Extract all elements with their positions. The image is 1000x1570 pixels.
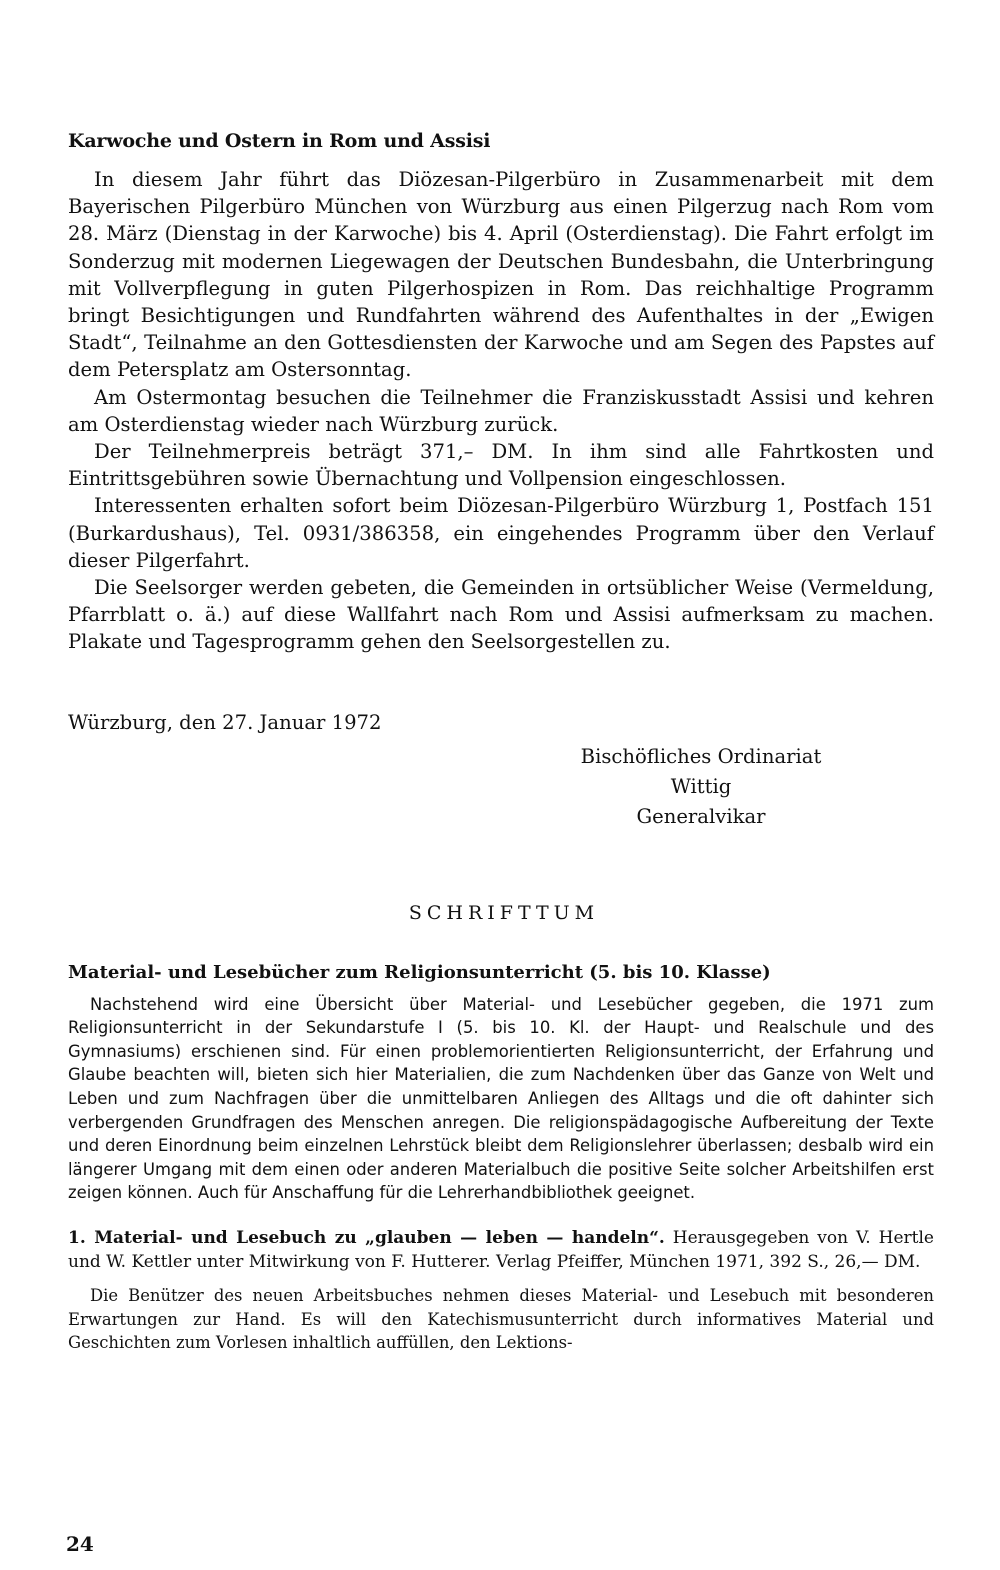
article-title: Karwoche und Ostern in Rom und Assisi (68, 130, 491, 152)
review-heading: Material- und Lesebücher zum Religionsunterricht (5. bis 10. Klasse) (68, 961, 771, 983)
signature-block (68, 742, 866, 832)
signature-line-1: Bischöfliches Ordinariat (580, 744, 822, 768)
article-paragraph-5: Die Seelsorger werden gebeten, die Gemeinden in ortsüblicher Weise (Vermeldung, Pfarrblatt o. ä.) auf diese Wallfahrt nach Rom und Assisi aufmerksam zu machen. Plakate und Tagesprogramm gehen den Seelsorgestellen zu. (68, 576, 934, 654)
article-paragraph-4: Interessenten erhalten sofort beim Diözesan-Pilgerbüro Würzburg 1, Postfach 151 (Burkardushaus), Tel. 0931/386358, ein eingehendes Programm über den Verlauf dieser Pilgerfahrt. (68, 494, 934, 572)
signature-line-3: Generalvikar (636, 804, 766, 828)
section-heading: SCHRIFTTUM (408, 901, 600, 924)
book-entry-1-details: Herausgegeben von V. Hertle und W. Kettler unter Mitwirkung von F. Hutterer. Verlag Pfeiffer, München 1971, 392 S., 26,— DM. (68, 1228, 934, 1272)
article-paragraph-1: In diesem Jahr führt das Diözesan-Pilgerbüro in Zusammenarbeit mit dem Bayerischen Pilgerbüro München von Würzburg aus einen Pilgerzug nach Rom vom 28. März (Dienstag in der Karwoche) bis 4. April (Osterdienstag). Die Fahrt erfolgt im Sonderzug mit modernen Liegewagen der Deutschen Bundesbahn, die Unterbringung mit Vollverpflegung in guten Pilgerhospizen in Rom. Das reichhaltige Programm bringt Besichtigungen und Rundfahrten während des Aufenthaltes in der „Ewigen Stadt“, Teilnahme an den Gottesdiensten der Karwoche und am Segen des Papstes auf dem Petersplatz am Ostersonntag. (68, 168, 934, 382)
review-intro: Nachstehend wird eine Übersicht über Material- und Lesebücher gegeben, die 1971 zum Religionsunterricht in der Sekundarstufe I (5. bis 10. Kl. der Haupt- und Realschule und des Gymnasiums) erschienen sind. Für einen problemorientierten Religionsunterricht, der Erfahrung und Glaube beachten will, bieten sich hier Materialien, die zum Nachdenken über das Ganze von Welt und Leben und zum Nachfragen über die unmittelbaren Anliegen des Alltags und die oft dahinter sich verbergenden Grundfragen des Menschen anregen. Die religionspädagogische Aufbereitung der Texte und deren Einordnung beim einzelnen Lehrstück bleibt dem Religionslehrer überlassen; desbalb wird ein längerer Umgang mit dem einen oder anderen Materialbuch die positive Seite solcher Arbeitshilfen erst zeigen können. Auch für Anschaffung für die Lehrerhandbibliothek geeignet. (68, 994, 934, 1203)
signature-line-2: Wittig (670, 774, 732, 798)
page-number: 24 (66, 1532, 94, 1556)
date-line: Würzburg, den 27. Januar 1972 (68, 710, 382, 734)
book-entry-1-title: 1. Material- und Lesebuch zu „glauben — leben — handeln“. (68, 1228, 665, 1248)
book-entry-1 (68, 1227, 934, 1274)
document-page (68, 130, 934, 1355)
article-paragraph-2: Am Ostermontag besuchen die Teilnehmer die Franziskusstadt Assisi und kehren am Osterdienstag wieder nach Würzburg zurück. (68, 385, 934, 436)
book-entry-1-text: Die Benützer des neuen Arbeitsbuches nehmen dieses Material- und Lesebuch mit besonderen Erwartungen zur Hand. Es will den Katechismusunterricht durch informatives Material und Geschichten zum Vorlesen inhaltlich auffüllen, den Lektions- (68, 1286, 934, 1353)
article-paragraph-3: Der Teilnehmerpreis beträgt 371,– DM. In ihm sind alle Fahrtkosten und Eintrittsgebühren sowie Übernachtung und Vollpension eingeschlossen. (68, 440, 934, 491)
